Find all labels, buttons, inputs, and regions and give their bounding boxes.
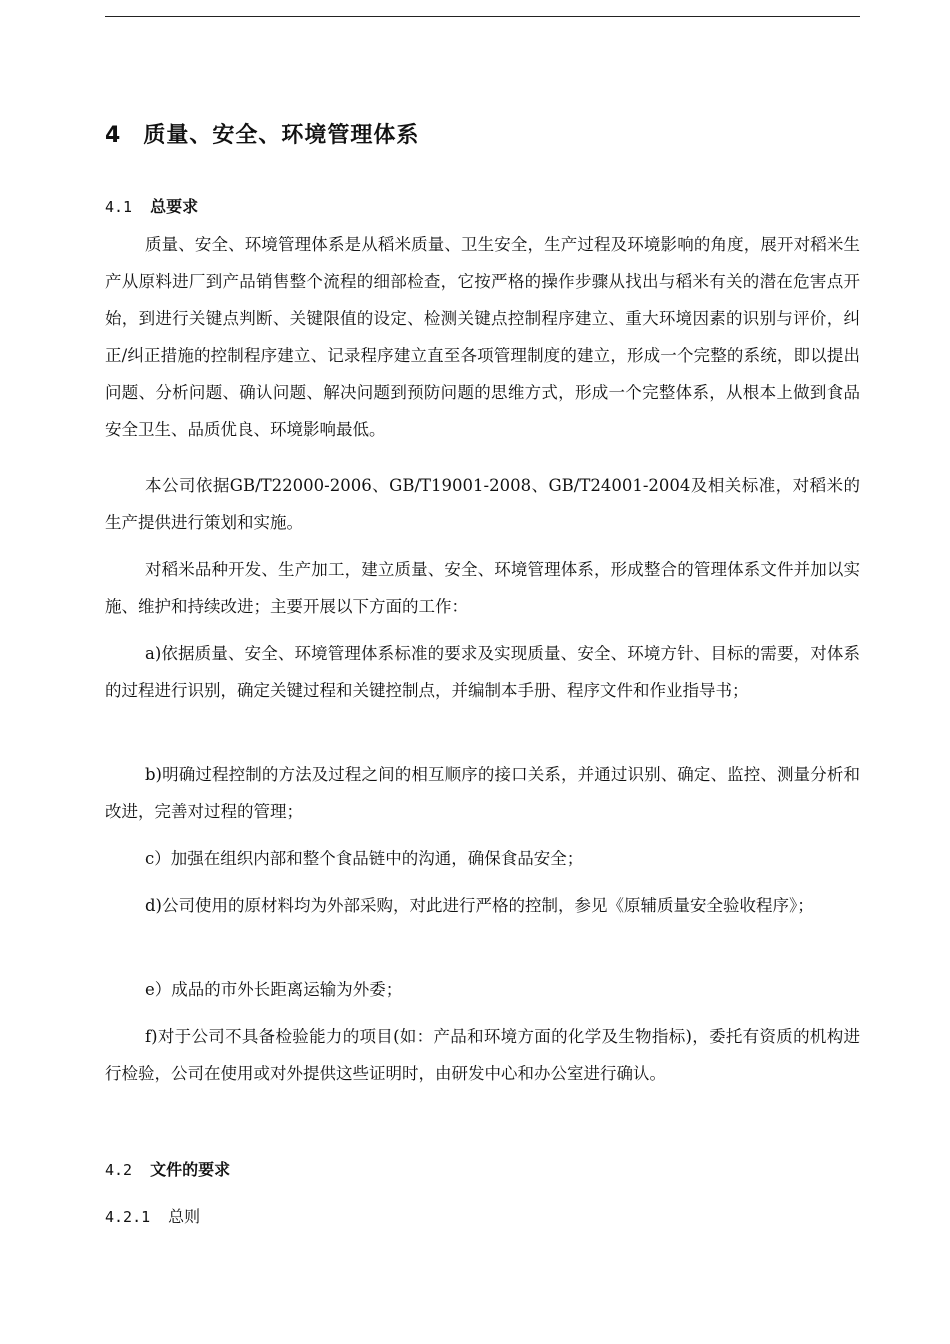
clause-title: 总则 — [168, 1207, 201, 1226]
list-item-f: f)对于公司不具备检验能力的项目(如：产品和环境方面的化学及生物指标)，委托有资质的机构进行检验，公司在使用或对外提供这些证明时，由研发中心和办公室进行确认。 — [105, 1027, 860, 1083]
section-number: 4 — [105, 123, 122, 148]
paragraph-scope: 对稻米品种开发、生产加工，建立质量、安全、环境管理体系，形成整合的管理体系文件并加以实施、维护和持续改进；主要开展以下方面的工作： — [105, 560, 860, 616]
section-title: 质量、安全、环境管理体系 — [143, 123, 420, 148]
subsection-number: 4.2 — [105, 1161, 133, 1179]
subsection-heading-4-2 — [105, 1157, 230, 1180]
paragraph-overview: 质量、安全、环境管理体系是从稻米质量、卫生安全，生产过程及环境影响的角度，展开对稻米生产从原料进厂到产品销售整个流程的细部检查，它按严格的操作步骤从找出与稻米有关的潜在危害点开始，到进行关键点判断、关键限值的设定、检测关键点控制程序建立、重大环境因素的识别与评价，纠正/纠正措施的控制程序建立、记录程序建立直至各项管理制度的建立，形成一个完整的系统，即以提出问题、分析问题、确认问题、解决问题到预防问题的思维方式，形成一个完整体系，从根本上做到食品安全卫生、品质优良、环境影响最低。 — [105, 235, 860, 439]
subsection-number: 4.1 — [105, 198, 133, 216]
section-heading — [105, 118, 419, 149]
subsection-title: 文件的要求 — [150, 1160, 231, 1179]
list-item-b: b)明确过程控制的方法及过程之间的相互顺序的接口关系，并通过识别、确定、监控、测量分析和改进，完善对过程的管理； — [105, 765, 860, 821]
list-item-c: c）加强在组织内部和整个食品链中的沟通，确保食品安全； — [145, 849, 584, 868]
subsection-heading-4-1 — [105, 194, 198, 217]
paragraph-standards: 本公司依据GB/T22000-2006、GB/T19001-2008、GB/T24001-2004及相关标准，对稻米的生产提供进行策划和实施。 — [105, 476, 860, 532]
list-item-d: d)公司使用的原材料均为外部采购，对此进行严格的控制，参见《原辅质量安全验收程序》； — [145, 896, 814, 915]
clause-heading-4-2-1 — [105, 1204, 200, 1227]
subsection-title: 总要求 — [150, 197, 199, 216]
list-item-e: e）成品的市外长距离运输为外委； — [145, 980, 403, 999]
header-rule — [105, 16, 860, 17]
list-item-a: a)依据质量、安全、环境管理体系标准的要求及实现质量、安全、环境方针、目标的需要，对体系的过程进行识别，确定关键过程和关键控制点，并编制本手册、程序文件和作业指导书； — [105, 644, 860, 700]
clause-number: 4.2.1 — [105, 1208, 151, 1226]
